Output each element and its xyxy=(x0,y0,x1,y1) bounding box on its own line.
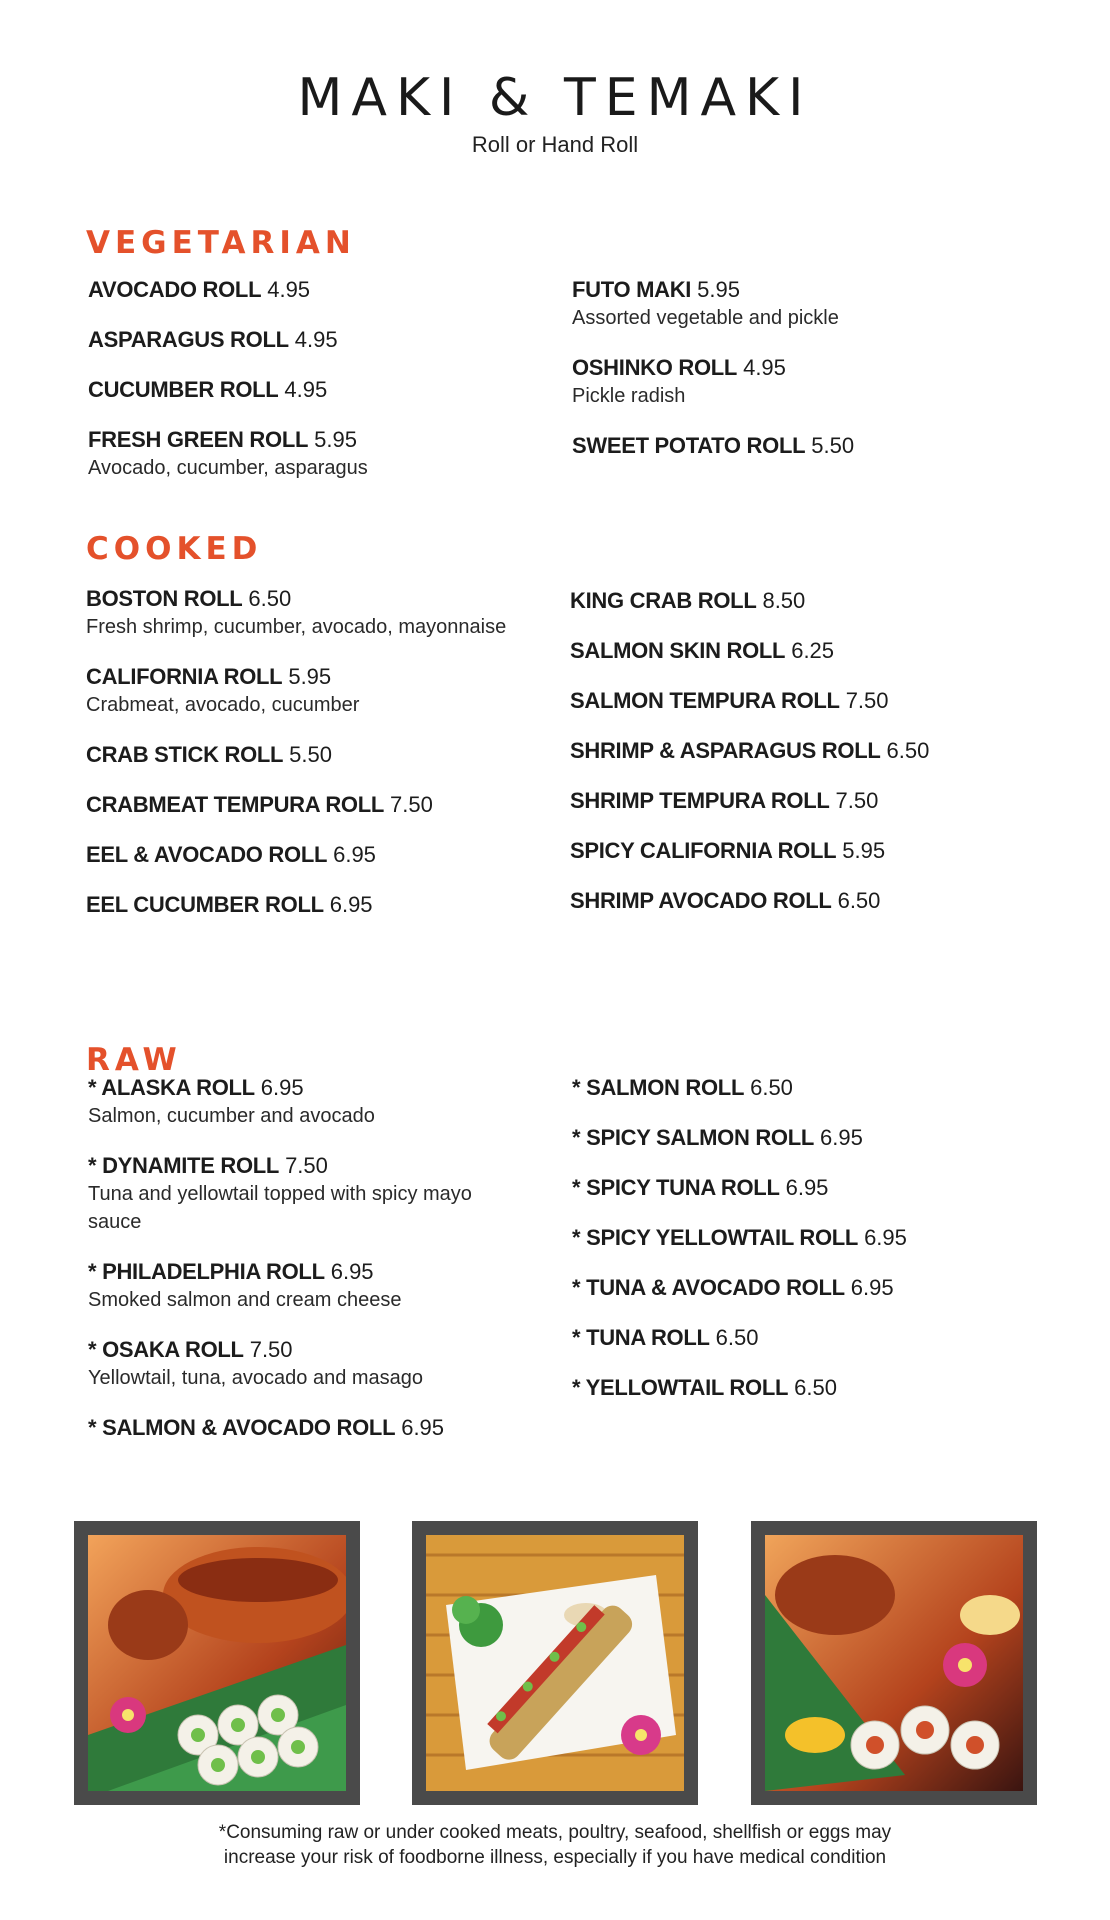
menu-item xyxy=(86,741,526,769)
menu-item xyxy=(88,376,528,404)
menu-item-name: SHRIMP AVOCADO ROLL xyxy=(570,888,832,913)
menu-item-price: 6.50 xyxy=(750,1075,793,1100)
menu-item-line xyxy=(86,841,526,869)
menu-item-line xyxy=(88,1336,528,1364)
menu-item-line xyxy=(572,1224,1052,1252)
menu-item-name: * DYNAMITE ROLL xyxy=(88,1153,280,1178)
vegetarian-right-column xyxy=(572,276,1012,460)
menu-item-price: 5.50 xyxy=(289,742,332,767)
menu-item-name: FRESH GREEN ROLL xyxy=(88,427,309,452)
menu-item xyxy=(88,426,528,482)
menu-item-price: 6.95 xyxy=(401,1415,445,1440)
section-title-cooked: COOKED xyxy=(86,531,263,567)
menu-item xyxy=(572,276,1012,332)
menu-item xyxy=(570,587,1010,615)
menu-item-name: CRAB STICK ROLL xyxy=(86,742,284,767)
menu-item-name: * TUNA ROLL xyxy=(572,1325,710,1350)
menu-item xyxy=(88,1152,528,1236)
cooked-right-column xyxy=(570,587,1010,915)
menu-item-name: OSHINKO ROLL xyxy=(572,355,738,380)
menu-item-description: Pickle radish xyxy=(572,385,686,407)
menu-item-line xyxy=(572,1174,1052,1202)
menu-item xyxy=(572,1374,1052,1402)
menu-item xyxy=(572,354,1012,410)
menu-item xyxy=(572,1274,1052,1302)
menu-item xyxy=(86,663,526,719)
menu-item-price: 7.50 xyxy=(390,792,433,817)
section-title-vegetarian: VEGETARIAN xyxy=(86,225,356,261)
menu-item xyxy=(570,887,1010,915)
menu-item xyxy=(572,1074,1052,1102)
menu-item-line xyxy=(88,376,528,404)
menu-item-description: Avocado, cucumber, asparagus xyxy=(88,457,368,479)
menu-item xyxy=(570,837,1010,865)
raw-left-column xyxy=(88,1074,528,1442)
menu-item xyxy=(86,891,526,919)
menu-item-line xyxy=(88,1258,528,1286)
cooked-left-column xyxy=(86,585,526,919)
menu-item xyxy=(88,1414,528,1442)
menu-item-price: 6.95 xyxy=(330,1259,374,1284)
menu-item-price: 7.50 xyxy=(845,688,889,713)
menu-item-description: Assorted vegetable and pickle xyxy=(572,307,839,329)
menu-item-name: * SALMON ROLL xyxy=(572,1075,745,1100)
raw-right-column xyxy=(572,1074,1052,1402)
menu-item-name: * OSAKA ROLL xyxy=(88,1337,244,1362)
menu-item-line xyxy=(86,585,526,613)
menu-item-price: 4.95 xyxy=(743,355,786,380)
disclaimer-line-2: increase your risk of foodborne illness, especially if you have medical condition xyxy=(223,1847,887,1868)
menu-item-name: EEL & AVOCADO ROLL xyxy=(86,842,328,867)
menu-item-name: SHRIMP TEMPURA ROLL xyxy=(570,788,830,813)
menu-item-name: CUCUMBER ROLL xyxy=(88,377,279,402)
menu-item-line xyxy=(86,791,526,819)
menu-item-line xyxy=(572,1374,1052,1402)
menu-item-name: KING CRAB ROLL xyxy=(570,588,757,613)
menu-item-name: FUTO MAKI xyxy=(572,277,692,302)
menu-item-price: 6.25 xyxy=(791,638,835,663)
menu-item-name: SWEET POTATO ROLL xyxy=(572,433,806,458)
menu-item-price: 6.95 xyxy=(850,1275,894,1300)
sushi-photo-3 xyxy=(751,1521,1037,1805)
menu-item-name: SHRIMP & ASPARAGUS ROLL xyxy=(570,738,881,763)
menu-item-line xyxy=(572,1124,1052,1152)
menu-item-name: * PHILADELPHIA ROLL xyxy=(88,1259,325,1284)
menu-item xyxy=(572,1324,1052,1352)
menu-item xyxy=(88,276,528,304)
sushi-photo-1 xyxy=(74,1521,360,1805)
menu-item-price: 6.95 xyxy=(333,842,376,867)
menu-item-name: ASPARAGUS ROLL xyxy=(88,327,289,352)
menu-item-price: 6.50 xyxy=(248,586,292,611)
menu-item-price: 5.95 xyxy=(697,277,740,302)
menu-item xyxy=(88,1336,528,1392)
menu-item-line xyxy=(572,1274,1052,1302)
menu-item-name: EEL CUCUMBER ROLL xyxy=(86,892,324,917)
menu-item-name: BOSTON ROLL xyxy=(86,586,243,611)
menu-item-line xyxy=(86,891,526,919)
menu-item-price: 6.95 xyxy=(864,1225,907,1250)
menu-item-description: Smoked salmon and cream cheese xyxy=(88,1289,402,1311)
menu-item-description: Fresh shrimp, cucumber, avocado, mayonnaise xyxy=(86,616,507,638)
menu-item xyxy=(572,1124,1052,1152)
menu-item-description: Crabmeat, avocado, cucumber xyxy=(86,694,360,716)
menu-item xyxy=(570,737,1010,765)
menu-item-line xyxy=(88,276,528,304)
menu-item xyxy=(86,585,526,641)
sushi-photo-2-image xyxy=(426,1535,684,1791)
menu-item-line xyxy=(572,276,1012,304)
menu-item-price: 7.50 xyxy=(835,788,879,813)
menu-item-description: Tuna and yellowtail topped with spicy mayo sauce xyxy=(88,1183,472,1233)
menu-item-price: 5.50 xyxy=(811,433,855,458)
menu-item xyxy=(570,787,1010,815)
menu-item-price: 6.95 xyxy=(820,1125,863,1150)
menu-item-description: Yellowtail, tuna, avocado and masago xyxy=(88,1367,424,1389)
menu-item-name: * ALASKA ROLL xyxy=(88,1075,255,1100)
menu-item-price: 7.50 xyxy=(249,1337,293,1362)
menu-item-name: SALMON TEMPURA ROLL xyxy=(570,688,840,713)
menu-item-line xyxy=(88,1152,528,1180)
menu-item-price: 5.95 xyxy=(288,664,332,689)
vegetarian-left-column xyxy=(88,276,528,482)
menu-item-price: 8.50 xyxy=(762,588,806,613)
health-disclaimer xyxy=(0,1820,1110,1870)
sushi-photo-1-image xyxy=(88,1535,346,1791)
menu-item-line xyxy=(572,1324,1052,1352)
menu-item-price: 4.95 xyxy=(294,327,338,352)
menu-item-line xyxy=(86,741,526,769)
menu-item-name: CRABMEAT TEMPURA ROLL xyxy=(86,792,385,817)
menu-item xyxy=(572,1224,1052,1252)
menu-item-name: SPICY CALIFORNIA ROLL xyxy=(570,838,837,863)
menu-item-line xyxy=(570,637,1010,665)
menu-item-name: CALIFORNIA ROLL xyxy=(86,664,283,689)
menu-item-name: * SPICY TUNA ROLL xyxy=(572,1175,780,1200)
menu-item-line xyxy=(572,1074,1052,1102)
section-title-raw: RAW xyxy=(86,1042,182,1078)
menu-item xyxy=(88,1074,528,1130)
menu-item xyxy=(88,326,528,354)
menu-item xyxy=(86,791,526,819)
menu-item-line xyxy=(570,587,1010,615)
menu-item-line xyxy=(570,887,1010,915)
menu-item-price: 5.95 xyxy=(314,427,357,452)
menu-item-line xyxy=(88,1074,528,1102)
menu-item xyxy=(570,637,1010,665)
menu-item-price: 5.95 xyxy=(842,838,886,863)
menu-item-line xyxy=(570,737,1010,765)
menu-item-price: 6.95 xyxy=(785,1175,829,1200)
menu-item-price: 7.50 xyxy=(285,1153,328,1178)
menu-subtitle: Roll or Hand Roll xyxy=(471,132,639,157)
menu-item xyxy=(570,687,1010,715)
menu-item xyxy=(88,1258,528,1314)
menu-item-name: SALMON SKIN ROLL xyxy=(570,638,786,663)
disclaimer-line-1: *Consuming raw or under cooked meats, poultry, seafood, shellfish or eggs may xyxy=(218,1822,892,1843)
menu-item xyxy=(86,841,526,869)
menu-item-line xyxy=(570,687,1010,715)
menu-item-line xyxy=(86,663,526,691)
sushi-photo-3-image xyxy=(765,1535,1023,1791)
menu-item-line xyxy=(88,1414,528,1442)
menu-item xyxy=(572,1174,1052,1202)
menu-item-price: 4.95 xyxy=(267,277,311,302)
menu-item-line xyxy=(572,432,1012,460)
menu-item-name: AVOCADO ROLL xyxy=(88,277,262,302)
menu-item-line xyxy=(88,326,528,354)
menu-item-name: * SPICY SALMON ROLL xyxy=(572,1125,815,1150)
menu-item-line xyxy=(88,426,528,454)
menu-item-price: 6.95 xyxy=(329,892,373,917)
menu-item-description: Salmon, cucumber and avocado xyxy=(88,1105,375,1127)
sushi-photo-2 xyxy=(412,1521,698,1805)
menu-item xyxy=(572,432,1012,460)
menu-item-price: 6.50 xyxy=(794,1375,837,1400)
menu-item-line xyxy=(570,787,1010,815)
menu-item-price: 6.50 xyxy=(715,1325,759,1350)
menu-item-line xyxy=(570,837,1010,865)
menu-title: MAKI & TEMAKI xyxy=(297,68,813,128)
menu-item-price: 6.95 xyxy=(260,1075,304,1100)
menu-item-price: 6.50 xyxy=(837,888,881,913)
menu-item-name: * SALMON & AVOCADO ROLL xyxy=(88,1415,396,1440)
menu-item-name: * SPICY YELLOWTAIL ROLL xyxy=(572,1225,859,1250)
menu-item-price: 4.95 xyxy=(284,377,328,402)
menu-item-name: * TUNA & AVOCADO ROLL xyxy=(572,1275,845,1300)
menu-item-price: 6.50 xyxy=(886,738,930,763)
menu-item-line xyxy=(572,354,1012,382)
menu-item-name: * YELLOWTAIL ROLL xyxy=(572,1375,789,1400)
